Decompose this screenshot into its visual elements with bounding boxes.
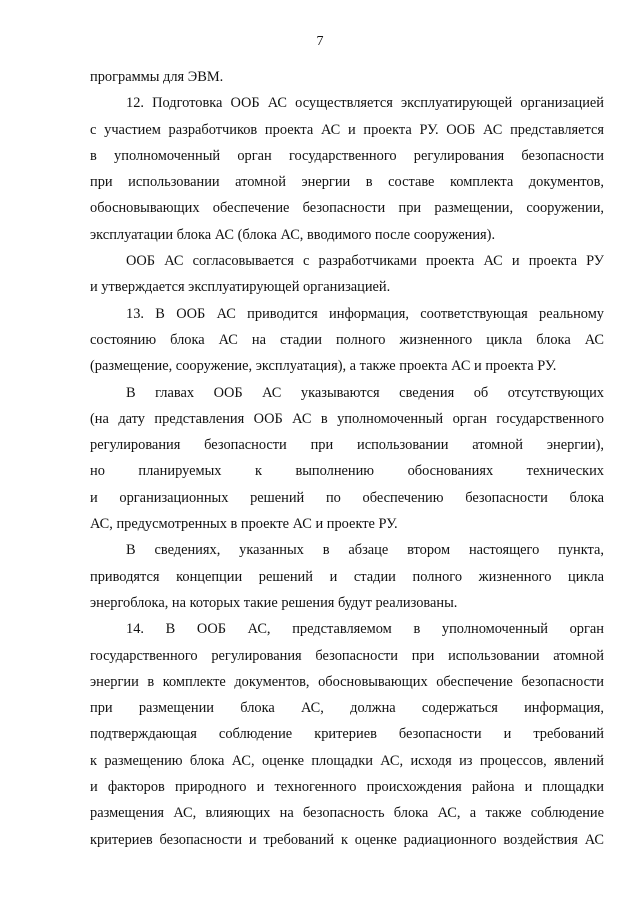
text-line: к размещению блока АС, оценке площадки АС, исходя из процессов, явлений [90,752,604,769]
text-line: критериев безопасности и требований к оценке радиационного воздействия АС [90,831,604,848]
text-line: ООБ АС согласовывается с разработчиками проекта АС и проекта РУ [126,253,604,270]
text-line: 12. Подготовка ООБ АС осуществляется эксплуатирующей организацией [126,95,604,112]
text-line: энергоблока, на которых такие решения будут реализованы. [90,594,458,611]
text-line: энергии в комплекте документов, обосновывающих обеспечение безопасности [90,673,604,690]
text-line: приводятся концепции решений и стадии полного жизненного цикла [90,568,604,585]
text-line: программы для ЭВМ. [90,69,224,85]
text-line: состоянию блока АС на стадии полного жизненного цикла блока АС [90,331,604,348]
text-line: при размещении блока АС, должна содержаться информация, [90,700,604,717]
text-line: эксплуатации блока АС (блока АС, вводимого после сооружения). [90,226,496,243]
text-line: с участием разработчиков проекта АС и проекта РУ. ООБ АС представляется [90,121,604,138]
text-line: В главах ООБ АС указываются сведения об отсутствующих [126,384,604,401]
text-line: В сведениях, указанных в абзаце втором настоящего пункта, [126,542,604,559]
text-line: (на дату представления ООБ АС в уполномоченный орган государственного [90,410,604,427]
text-line: но планируемых к выполнению обоснованиях технических [90,463,604,480]
text-line: при использовании атомной энергии в составе комплекта документов, [90,174,604,191]
text-line: и организационных решений по обеспечению безопасности блока [90,489,604,506]
text-line: в уполномоченный орган государственного регулирования безопасности [90,147,604,164]
text-line: и факторов природного и техногенного происхождения района и площадки [90,779,604,796]
text-line: 13. В ООБ АС приводится информация, соответствующая реальному [126,305,604,322]
document-body [90,64,604,853]
text-line: подтверждающая соблюдение критериев безопасности и требований [90,726,604,743]
page-number: 7 [316,34,324,49]
text-line: 14. В ООБ АС, представляемом в уполномоченный орган [126,621,604,638]
text-line: обосновывающих обеспечение безопасности при размещении, сооружении, [90,200,604,217]
text-line: регулирования безопасности при использовании атомной энергии), [90,437,604,454]
text-line: государственного регулирования безопасности при использовании атомной [90,647,604,664]
text-line: и утверждается эксплуатирующей организацией. [90,279,391,296]
text-line: размещения АС, влияющих на безопасность блока АС, а также соблюдение [90,805,604,822]
text-line: (размещение, сооружение, эксплуатация), а также проекта АС и проекта РУ. [90,358,557,375]
text-line: АС, предусмотренных в проекте АС и проекте РУ. [90,516,398,533]
